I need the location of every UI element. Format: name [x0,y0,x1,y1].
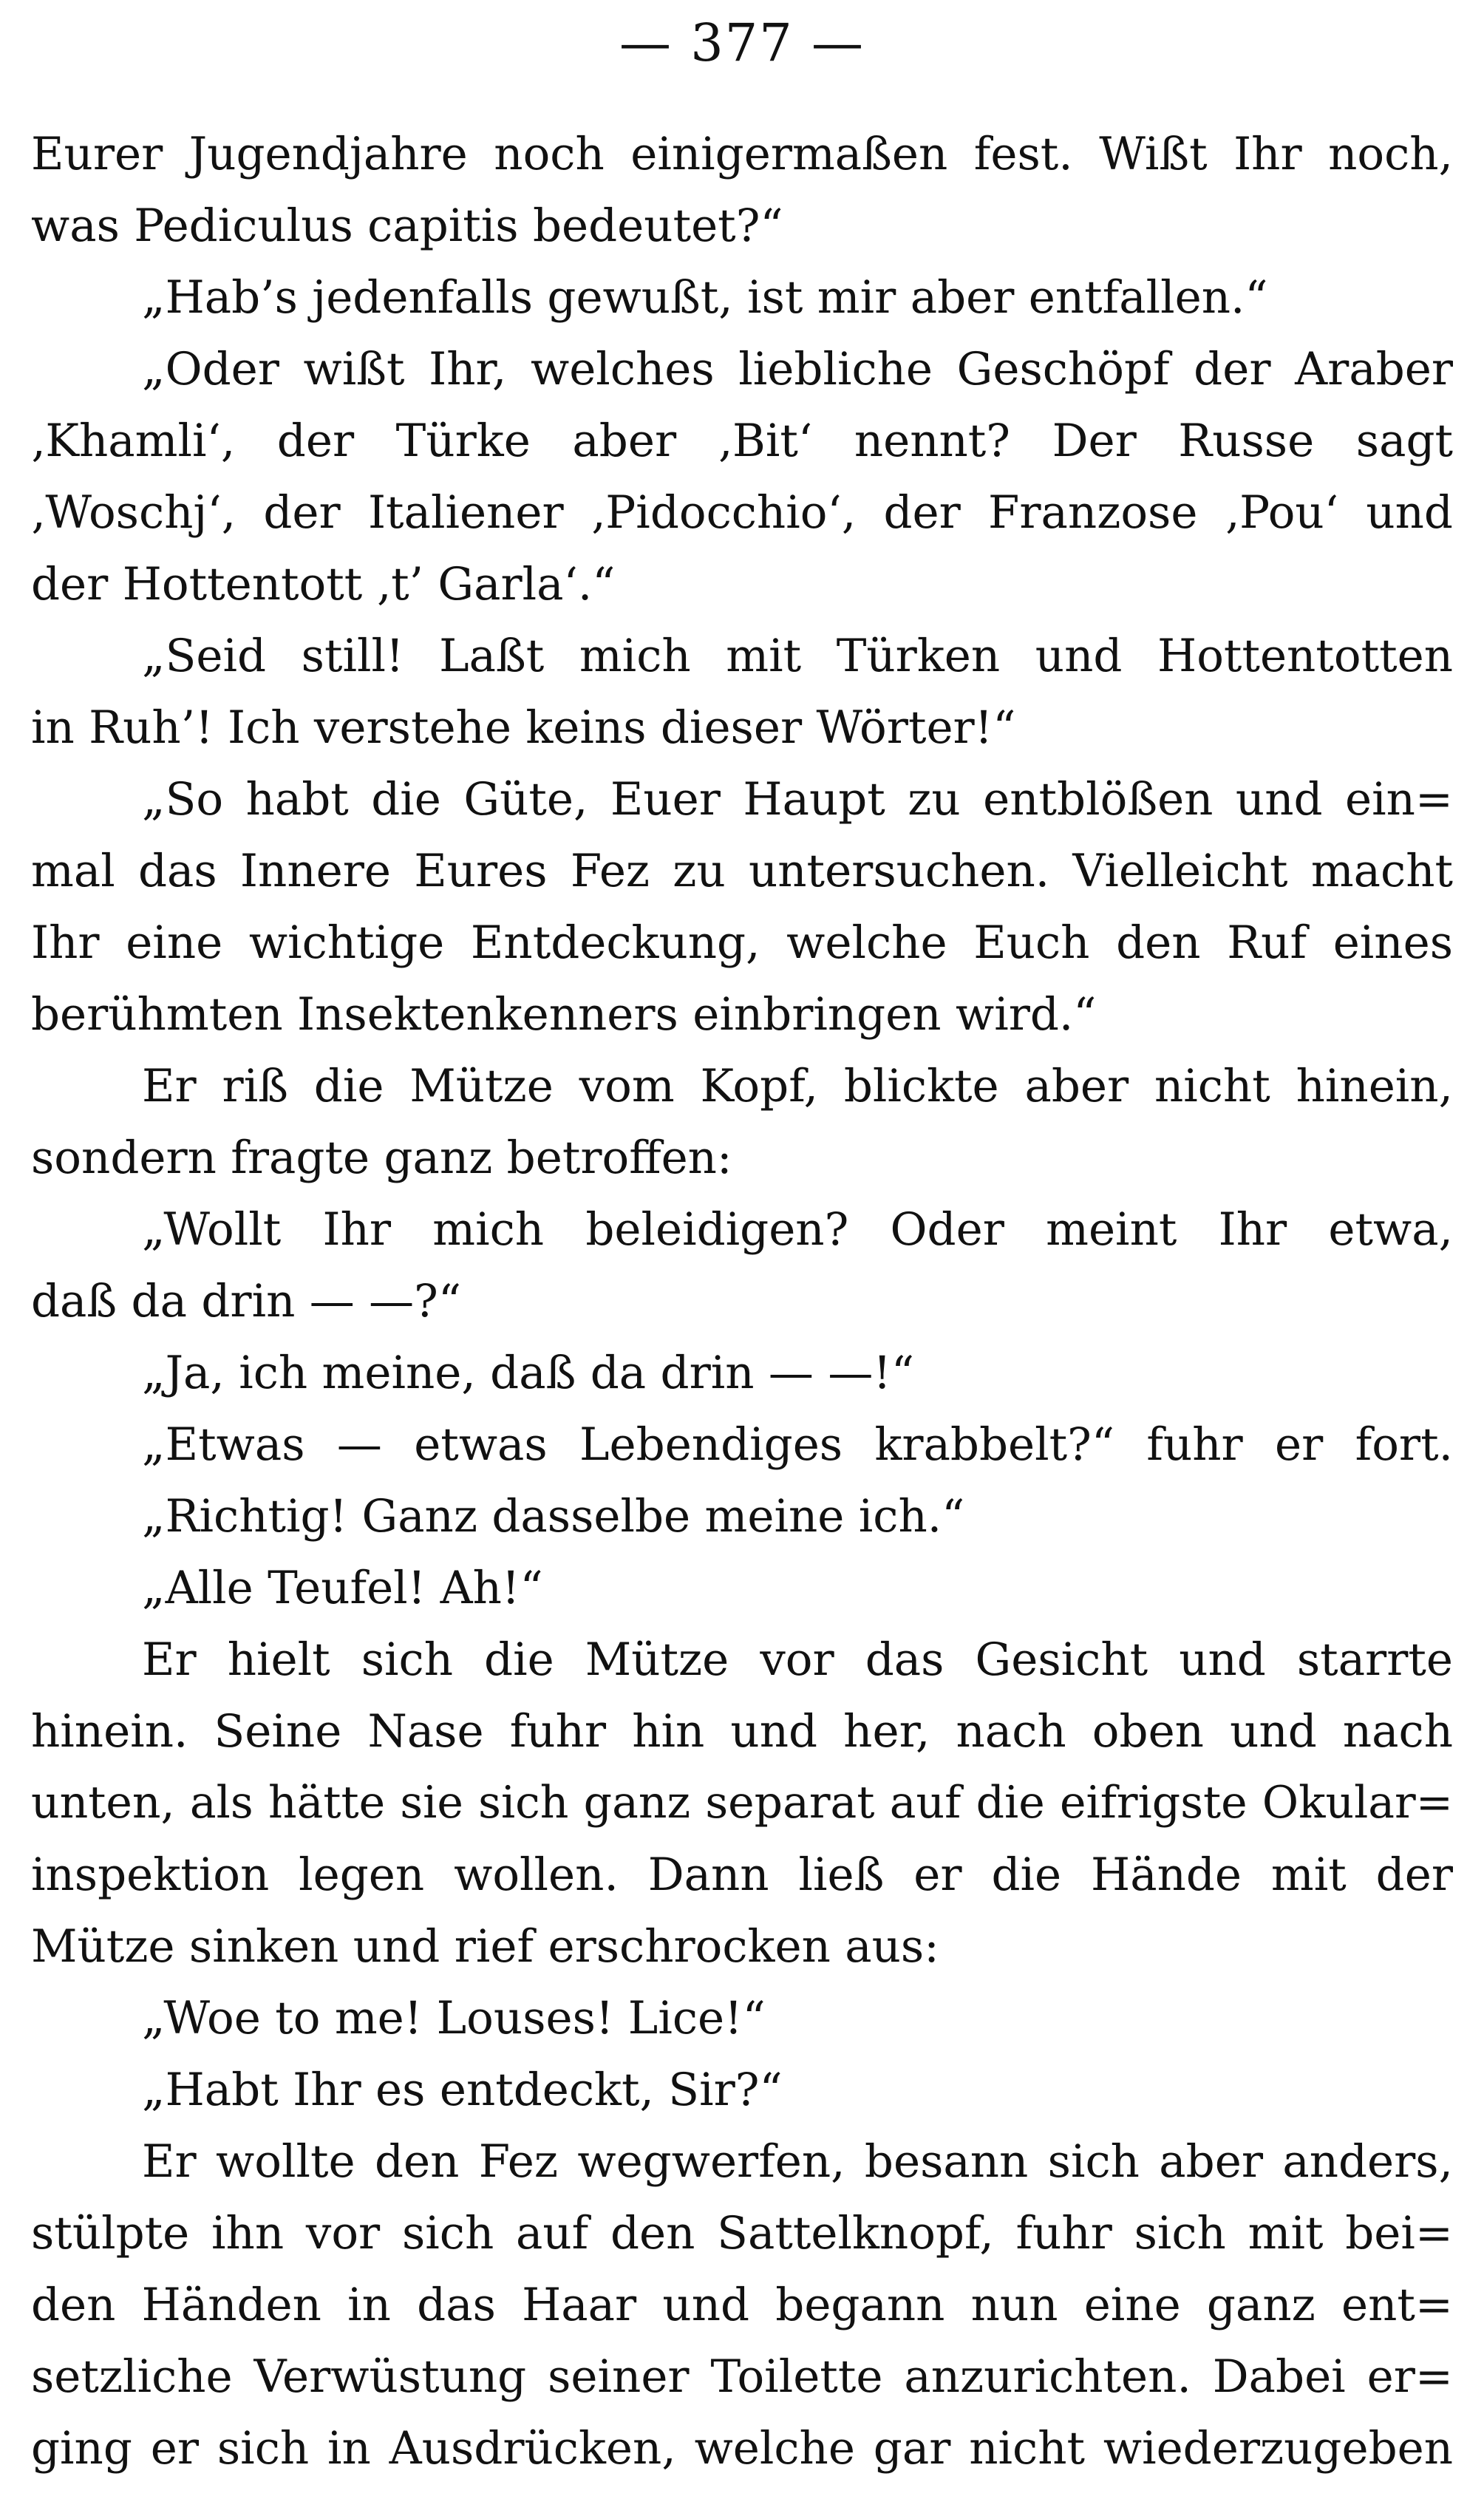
text-line: Er riß die Mütze vom Kopf, blickte aber nicht hinein, [142,1060,1453,1112]
text-line: „Etwas — etwas Lebendiges krabbelt?“ fuhr er fort. [142,1418,1453,1471]
text-line: „Habt Ihr es entdeckt, Sir?“ [142,2064,783,2116]
text-line: in Ruh’! Ich verstehe keins dieser Wörter!“ [31,701,1016,754]
text-line: stülpte ihn vor sich auf den Sattelknopf, fuhr sich mit bei= [31,2207,1453,2260]
text-line: was Pediculus capitis bedeutet?“ [31,200,783,252]
text-line: sondern fragte ganz betroffen: [31,1132,732,1184]
page-number: — 377 — [619,13,865,73]
text-line: „Alle Teufel! Ah!“ [142,1562,543,1614]
text-line: Mütze sinken und rief erschrocken aus: [31,1920,939,1973]
text-line: ‚Woschj‘, der Italiener ‚Pidocchio‘, der Franzose ‚Pou‘ und [31,486,1453,539]
text-line: ging er sich in Ausdrücken, welche gar nicht wiederzugeben [31,2422,1453,2475]
text-line: Er wollte den Fez wegwerfen, besann sich aber anders, [142,2135,1453,2188]
text-line: ‚Khamli‘, der Türke aber ‚Bit‘ nennt? Der Russe sagt [31,415,1453,467]
text-line: „Richtig! Ganz dasselbe meine ich.“ [142,1490,965,1543]
text-line: mal das Innere Eures Fez zu untersuchen. Vielleicht macht [31,845,1453,897]
text-line: „So habt die Güte, Euer Haupt zu entblößen und ein= [142,773,1453,826]
text-line: „Ja, ich meine, daß da drin — —!“ [142,1347,915,1399]
text-line: „Oder wißt Ihr, welches liebliche Geschöpf der Araber [142,343,1453,395]
text-line: Ihr eine wichtige Entdeckung, welche Euch den Ruf eines [31,917,1453,969]
text-line: den Händen in das Haar und begann nun eine ganz ent= [31,2279,1453,2331]
text-line: daß da drin — —?“ [31,1275,462,1327]
text-line: Er hielt sich die Mütze vor das Gesicht und starrte [142,1633,1453,1686]
page-body [31,118,1453,2484]
text-line: unten, als hätte sie sich ganz separat auf die eifrigste Okular= [31,1777,1453,1829]
text-line: berühmten Insektenkenners einbringen wird.“ [31,988,1097,1041]
text-line: hinein. Seine Nase fuhr hin und her, nach oben und nach [31,1705,1453,1758]
text-line: „Woe to me! Louses! Lice!“ [142,1992,766,2044]
text-line: Eurer Jugendjahre noch einigermaßen fest. Wißt Ihr noch, [31,128,1453,180]
text-line: setzliche Verwüstung seiner Toilette anzurichten. Dabei er= [31,2350,1453,2403]
text-line: inspektion legen wollen. Dann ließ er die Hände mit der [31,1849,1453,1901]
text-line: „Hab’s jedenfalls gewußt, ist mir aber entfallen.“ [142,271,1268,324]
text-line: „Wollt Ihr mich beleidigen? Oder meint Ihr etwa, [142,1203,1453,1256]
text-line: der Hottentott ‚t’ Garla‘.“ [31,558,616,611]
text-line: „Seid still! Laßt mich mit Türken und Hottentotten [142,630,1453,682]
